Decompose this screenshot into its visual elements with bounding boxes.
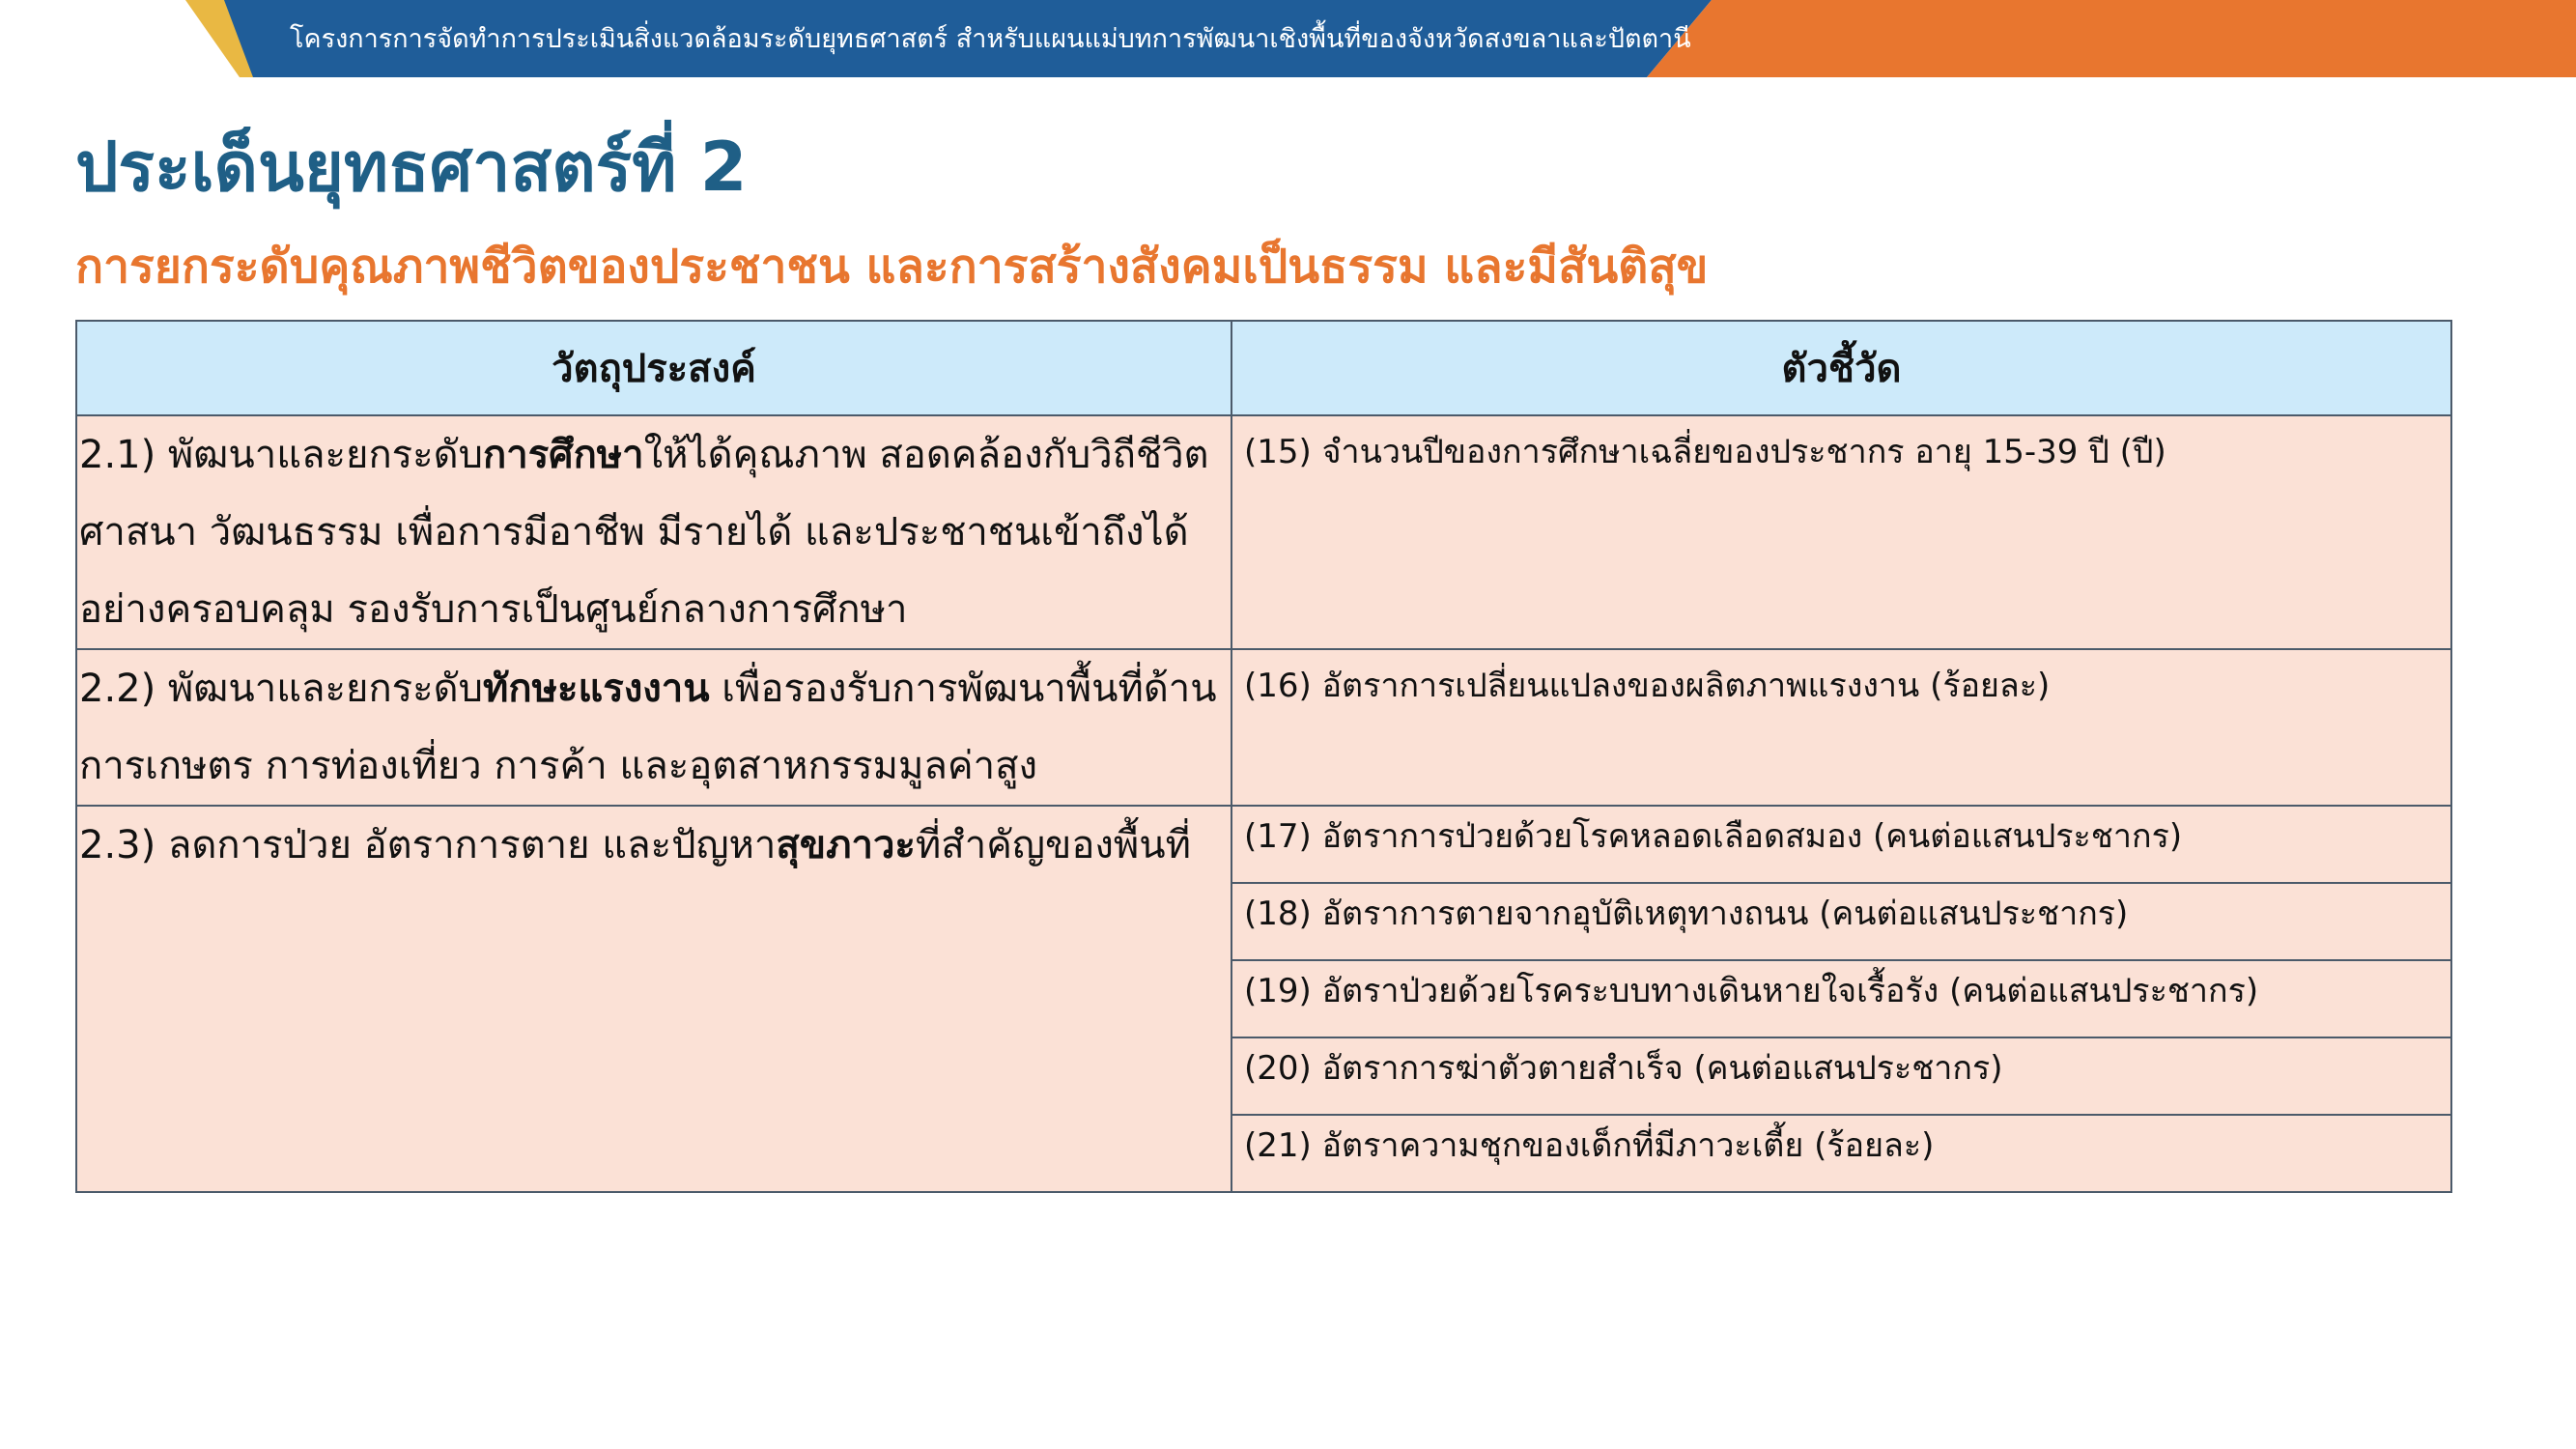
objectives-table [75, 320, 2452, 1193]
objective-keyword: สุขภาวะ [776, 823, 916, 867]
table-row [76, 806, 2451, 883]
header-objective: วัตถุประสงค์ [76, 321, 1231, 415]
objective-text: 2.3) ลดการป่วย อัตราการตาย และปัญหา [79, 823, 777, 867]
objective-text: เพื่อรองรับการพัฒนาพื้นที่ด้านการเกษตร การท่องเที่ยว การค้า และอุตสาหกรรมมูลค่าสูง [79, 667, 1217, 788]
header-indicator: ตัวชี้วัด [1231, 321, 2451, 415]
page-subtitle: การยกระดับคุณภาพชีวิตของประชาชน และการสร้างสังคมเป็นธรรม และมีสันติสุข [75, 240, 1709, 294]
objective-text: ให้ได้คุณภาพ สอดคล้องกับวิถีชีวิต ศาสนา วัฒนธรรม เพื่อการมีอาชีพ มีรายได้ และประชาชนเข้าถึงได้อย่างครอบคลุม รองรับการเป็นศูนย์กลางการศึกษา [79, 433, 1209, 632]
objective-text: ที่สำคัญของพื้นที่ [915, 823, 1191, 867]
indicator-17: (17) อัตราการป่วยด้วยโรคหลอดเลือดสมอง (คนต่อแสนประชากร) [1231, 806, 2451, 883]
table-row [76, 415, 2451, 649]
objective-keyword: ทักษะแรงงาน [483, 667, 710, 711]
objective-2-2 [76, 649, 1231, 806]
banner-orange-band [1647, 0, 2576, 77]
objective-keyword: การศึกษา [483, 433, 644, 477]
indicator-15: (15) จำนวนปีของการศึกษาเฉลี่ยของประชากร อายุ 15-39 ปี (ปี) [1231, 415, 2451, 649]
objective-2-1 [76, 415, 1231, 649]
indicator-21: (21) อัตราความชุกของเด็กที่มีภาวะเตี้ย (ร้อยละ) [1231, 1115, 2451, 1192]
indicator-16: (16) อัตราการเปลี่ยนแปลงของผลิตภาพแรงงาน (ร้อยละ) [1231, 649, 2451, 806]
objective-2-3 [76, 806, 1231, 1192]
table-row [76, 649, 2451, 806]
indicator-18: (18) อัตราการตายจากอุบัติเหตุทางถนน (คนต่อแสนประชากร) [1231, 883, 2451, 960]
table-header-row [76, 321, 2451, 415]
objective-text: 2.1) พัฒนาและยกระดับ [79, 433, 484, 477]
header-banner [0, 0, 2576, 77]
page-title: ประเด็นยุทธศาสตร์ที่ 2 [75, 128, 748, 207]
banner-project-title: โครงการการจัดทำการประเมินสิ่งแวดล้อมระดับยุทธศาสตร์ สำหรับแผนแม่บทการพัฒนาเชิงพื้นที่ของจังหวัดสงขลาและปัตตานี [290, 24, 1691, 54]
indicator-19: (19) อัตราป่วยด้วยโรคระบบทางเดินหายใจเรื้อรัง (คนต่อแสนประชากร) [1231, 960, 2451, 1037]
objective-text: 2.2) พัฒนาและยกระดับ [79, 667, 484, 711]
indicator-20: (20) อัตราการฆ่าตัวตายสำเร็จ (คนต่อแสนประชากร) [1231, 1037, 2451, 1115]
